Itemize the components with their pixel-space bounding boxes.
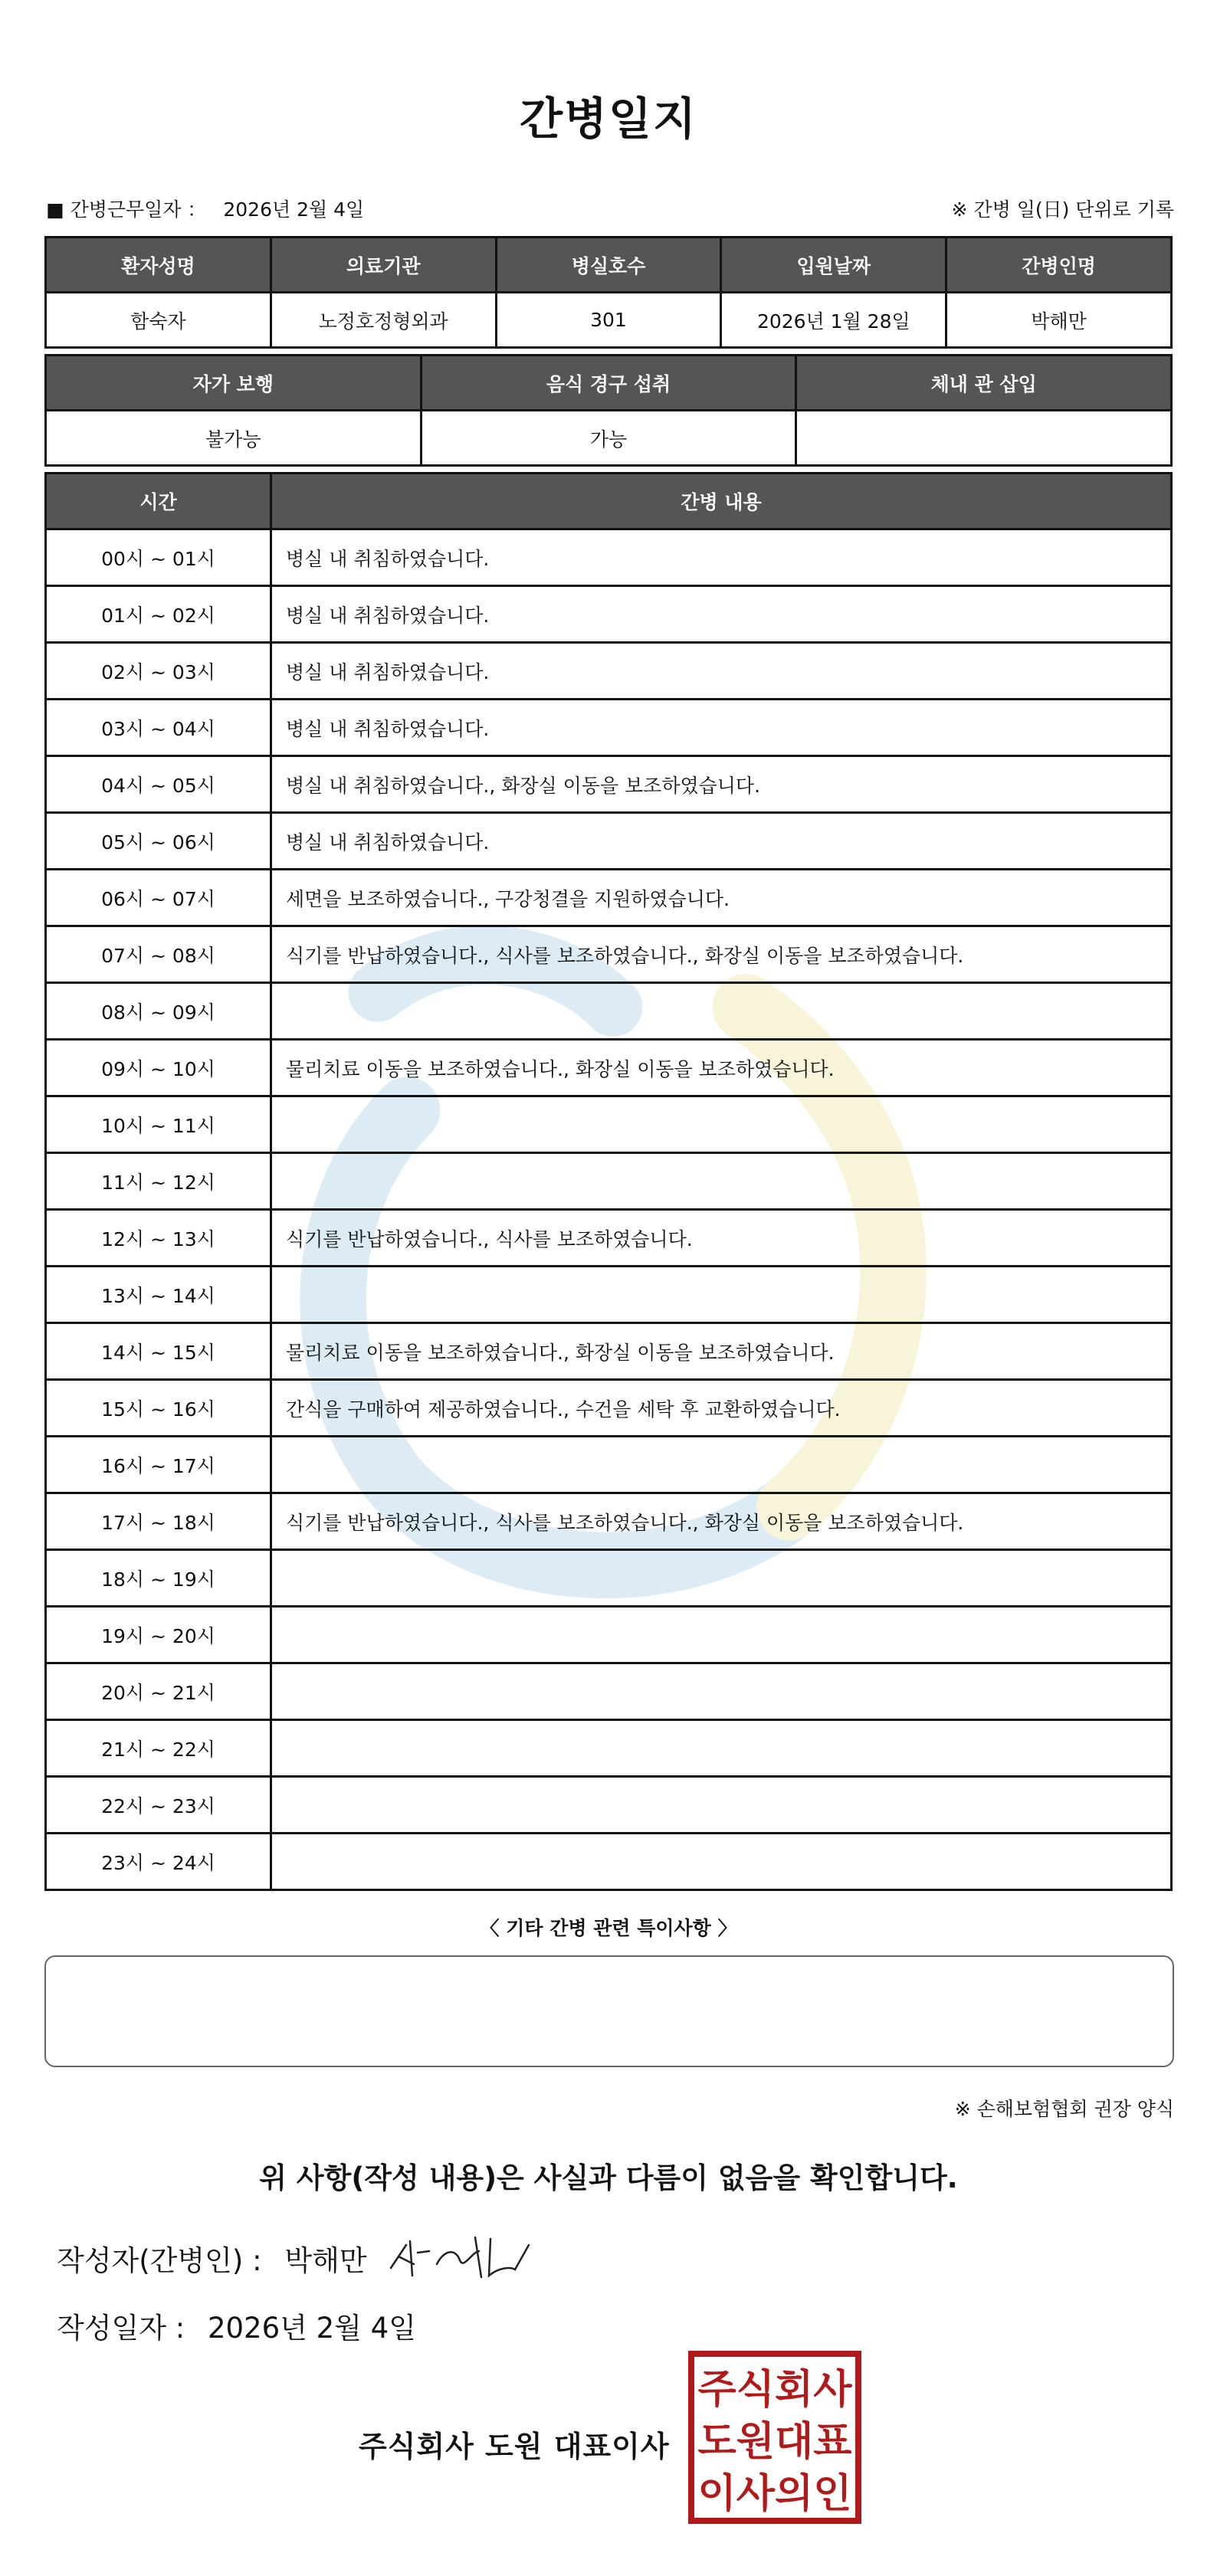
log-content: 물리치료 이동을 보조하였습니다., 화장실 이동을 보조하였습니다. — [271, 1040, 1172, 1096]
log-time: 21시 ~ 22시 — [46, 1720, 271, 1777]
log-time: 02시 ~ 03시 — [46, 643, 271, 700]
table-row — [46, 926, 1172, 983]
log-time: 14시 ~ 15시 — [46, 1323, 271, 1380]
log-content: 물리치료 이동을 보조하였습니다., 화장실 이동을 보조하였습니다. — [271, 1323, 1172, 1380]
table-row — [46, 983, 1172, 1040]
patient-info-table — [44, 236, 1173, 349]
log-time: 00시 ~ 01시 — [46, 529, 271, 586]
table-row — [46, 1096, 1172, 1153]
table-row — [46, 1663, 1172, 1720]
log-content — [271, 1777, 1172, 1834]
writer-label: 작성자(간병인) : — [57, 2244, 262, 2277]
log-time: 07시 ~ 08시 — [46, 926, 271, 983]
table-row — [46, 643, 1172, 700]
log-content: 식기를 반납하였습니다., 식사를 보조하였습니다., 화장실 이동을 보조하였습니다. — [271, 926, 1172, 983]
table-row — [46, 700, 1172, 756]
patient-status-table — [44, 354, 1173, 467]
log-time: 22시 ~ 23시 — [46, 1777, 271, 1834]
remarks-box — [44, 1955, 1174, 2067]
writer-date-value: 2026년 2월 4일 — [207, 2312, 416, 2345]
table-row — [46, 1437, 1172, 1493]
hospital-name: 노정호정형외과 — [271, 293, 496, 348]
table-row — [46, 1834, 1172, 1890]
confirmation-statement: 위 사항(작성 내용)은 사실과 다름이 없음을 확인합니다. — [259, 2161, 958, 2194]
table-row — [46, 1210, 1172, 1267]
log-time: 19시 ~ 20시 — [46, 1607, 271, 1663]
header-time: 시간 — [46, 474, 271, 529]
svg-text:이사의인: 이사의인 — [697, 2471, 852, 2517]
log-time: 01시 ~ 02시 — [46, 586, 271, 643]
table-row — [46, 1493, 1172, 1550]
header-oral-intake: 음식 경구 섭취 — [421, 356, 796, 411]
table-row — [46, 1550, 1172, 1607]
svg-text:도원대표: 도원대표 — [697, 2419, 852, 2465]
log-time: 13시 ~ 14시 — [46, 1267, 271, 1323]
table-row — [46, 870, 1172, 926]
log-time: 09시 ~ 10시 — [46, 1040, 271, 1096]
table-row — [46, 1380, 1172, 1437]
log-content — [271, 1663, 1172, 1720]
unit-note: ※ 간병 일(日) 단위로 기록 — [951, 198, 1174, 221]
table-row — [46, 1040, 1172, 1096]
work-date-value: 2026년 2월 4일 — [223, 198, 365, 221]
room-number: 301 — [496, 293, 721, 348]
svg-text:주식회사: 주식회사 — [697, 2367, 852, 2413]
log-content: 세면을 보조하였습니다., 구강청결을 지원하였습니다. — [271, 870, 1172, 926]
writer-date-line — [57, 2305, 416, 2346]
log-time: 23시 ~ 24시 — [46, 1834, 271, 1890]
header-caregiver: 간병인명 — [946, 238, 1172, 293]
log-content: 식기를 반납하였습니다., 식사를 보조하였습니다. — [271, 1210, 1172, 1267]
log-content: 병실 내 취침하였습니다. — [271, 529, 1172, 586]
log-content — [271, 1267, 1172, 1323]
writer-date-label: 작성일자 : — [57, 2312, 185, 2345]
header-room: 병실호수 — [496, 238, 721, 293]
header-care-content: 간병 내용 — [271, 474, 1172, 529]
log-time: 06시 ~ 07시 — [46, 870, 271, 926]
admit-date: 2026년 1월 28일 — [721, 293, 946, 348]
log-content — [271, 1834, 1172, 1890]
writer-line — [57, 2237, 367, 2279]
care-log-table — [44, 472, 1173, 1891]
page-title: 간병일지 — [519, 93, 698, 145]
log-content: 병실 내 취침하였습니다. — [271, 813, 1172, 870]
log-time: 20시 ~ 21시 — [46, 1663, 271, 1720]
table-row — [46, 1607, 1172, 1663]
log-time: 05시 ~ 06시 — [46, 813, 271, 870]
log-time: 11시 ~ 12시 — [46, 1153, 271, 1210]
writer-name: 박해만 — [284, 2244, 367, 2277]
log-content — [271, 1550, 1172, 1607]
log-content: 식기를 반납하였습니다., 식사를 보조하였습니다., 화장실 이동을 보조하였습니다. — [271, 1493, 1172, 1550]
log-content: 병실 내 취침하였습니다. — [271, 586, 1172, 643]
header-admit-date: 입원날짜 — [721, 238, 946, 293]
log-time: 17시 ~ 18시 — [46, 1493, 271, 1550]
log-time: 10시 ~ 11시 — [46, 1096, 271, 1153]
handwritten-signature — [383, 2222, 536, 2291]
header-patient-name: 환자성명 — [46, 238, 271, 293]
patient-name: 함숙자 — [46, 293, 271, 348]
oral-intake-status: 가능 — [421, 411, 796, 466]
log-time: 03시 ~ 04시 — [46, 700, 271, 756]
log-content: 병실 내 취침하였습니다. — [271, 700, 1172, 756]
log-content: 병실 내 취침하였습니다., 화장실 이동을 보조하였습니다. — [271, 756, 1172, 813]
header-tube: 체내 관 삽입 — [796, 356, 1172, 411]
log-content — [271, 1720, 1172, 1777]
company-seal — [688, 2351, 861, 2524]
table-row — [46, 1777, 1172, 1834]
log-content — [271, 1437, 1172, 1493]
walking-status: 불가능 — [46, 411, 422, 466]
table-row — [46, 1323, 1172, 1380]
log-time: 08시 ~ 09시 — [46, 983, 271, 1040]
table-row — [46, 813, 1172, 870]
caregiver-name: 박해만 — [946, 293, 1172, 348]
header-walking: 자가 보행 — [46, 356, 422, 411]
header-hospital: 의료기관 — [271, 238, 496, 293]
log-time: 18시 ~ 19시 — [46, 1550, 271, 1607]
log-content — [271, 983, 1172, 1040]
work-date-label: ■ 간병근무일자 ： — [46, 198, 207, 221]
log-content — [271, 1096, 1172, 1153]
table-row — [46, 1153, 1172, 1210]
log-content — [271, 1607, 1172, 1663]
form-note: ※ 손해보험협회 권장 양식 — [954, 2098, 1174, 2120]
table-row — [46, 1720, 1172, 1777]
work-date — [46, 195, 364, 222]
log-time: 16시 ~ 17시 — [46, 1437, 271, 1493]
log-content: 간식을 구매하여 제공하였습니다., 수건을 세탁 후 교환하였습니다. — [271, 1380, 1172, 1437]
tube-status — [796, 411, 1172, 466]
remarks-title: 〈 기타 간병 관련 특이사항 〉 — [480, 1917, 737, 1939]
company-name: 주식회사 도원 대표이사 — [359, 2430, 670, 2463]
table-row — [46, 756, 1172, 813]
table-row — [46, 1267, 1172, 1323]
log-content — [271, 1153, 1172, 1210]
log-content: 병실 내 취침하였습니다. — [271, 643, 1172, 700]
table-row — [46, 529, 1172, 586]
table-row — [46, 586, 1172, 643]
log-time: 15시 ~ 16시 — [46, 1380, 271, 1437]
log-time: 04시 ~ 05시 — [46, 756, 271, 813]
log-time: 12시 ~ 13시 — [46, 1210, 271, 1267]
